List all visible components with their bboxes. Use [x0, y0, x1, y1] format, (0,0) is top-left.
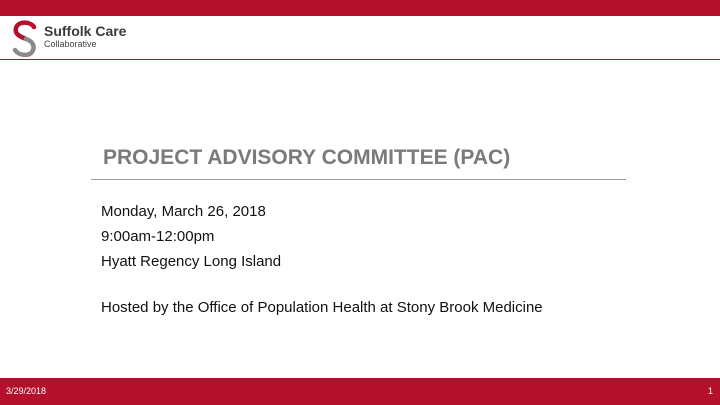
spacer: [101, 274, 543, 295]
page-number: 1: [707, 386, 713, 396]
meeting-host: Hosted by the Office of Population Health at Stony Brook Medicine: [101, 299, 543, 316]
slide-title: PROJECT ADVISORY COMMITTEE (PAC): [103, 146, 511, 169]
brand-subtitle: Collaborative: [44, 39, 97, 49]
meeting-location: Hyatt Regency Long Island: [101, 253, 282, 270]
brand-block: [44, 24, 126, 50]
footer-bar: [0, 378, 720, 405]
meeting-time: 9:00am-12:00pm: [101, 228, 215, 245]
brand-name: Suffolk Care: [44, 23, 127, 39]
footer-date: 3/29/2018: [6, 386, 47, 396]
top-accent-bar: [0, 0, 720, 16]
header-divider: [0, 59, 720, 60]
title-underline: [91, 179, 626, 180]
meeting-date: Monday, March 26, 2018: [101, 203, 266, 220]
meeting-details: [101, 199, 543, 320]
suffolk-care-s-logo-icon: [10, 19, 40, 57]
